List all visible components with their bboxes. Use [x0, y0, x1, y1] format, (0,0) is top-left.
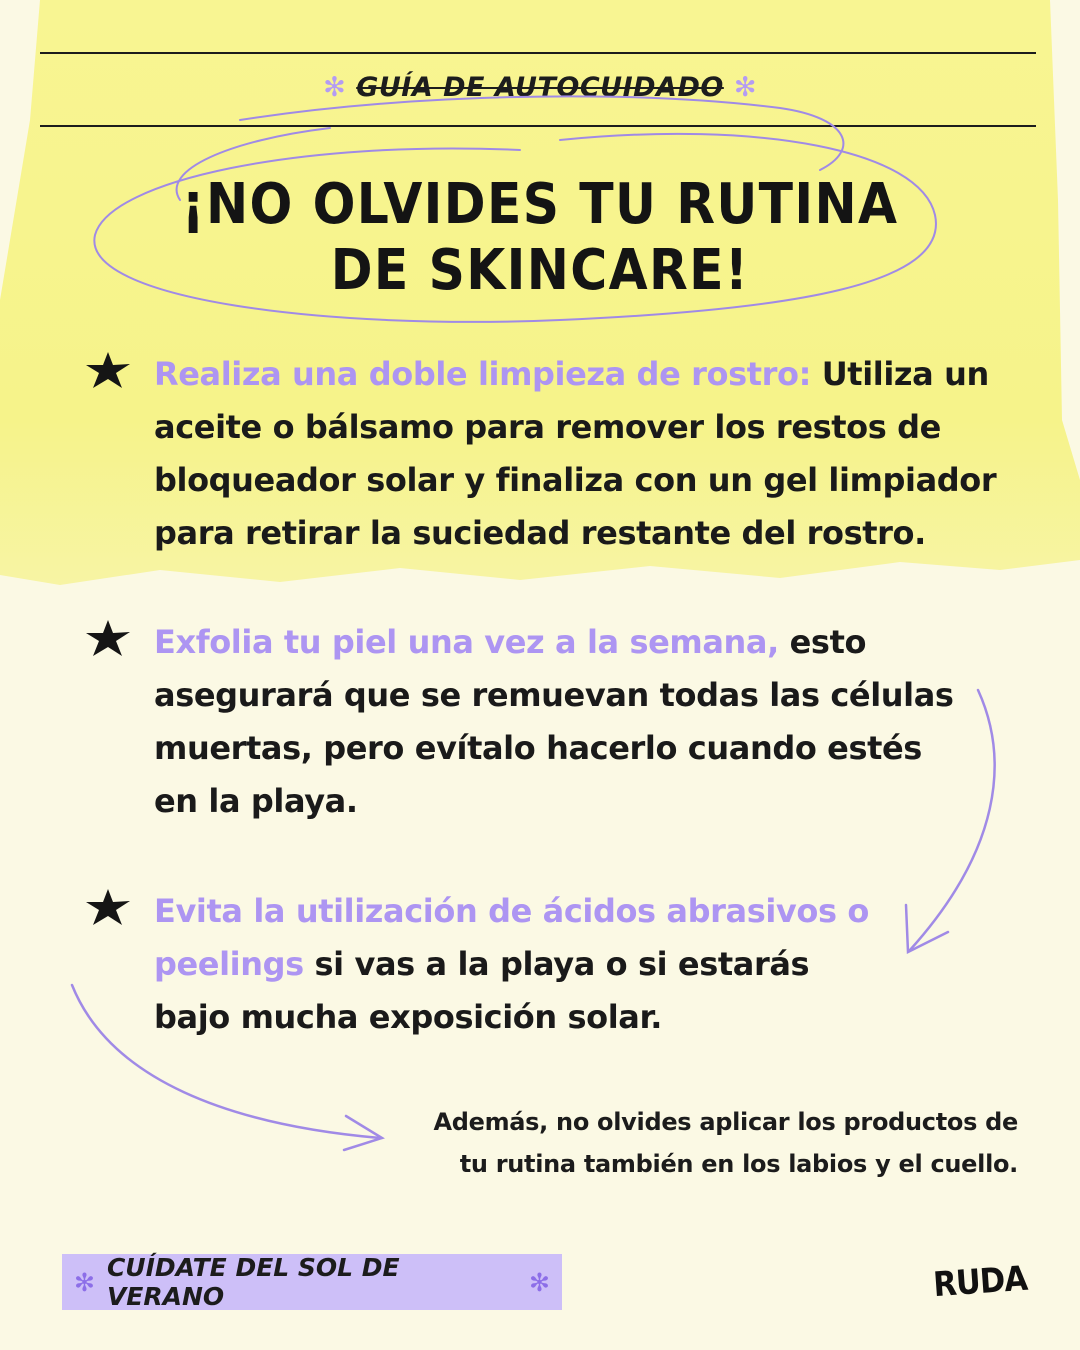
tip-text	[154, 616, 954, 828]
arrowhead	[344, 1116, 382, 1150]
tip-item	[84, 616, 1034, 828]
star-icon	[84, 618, 132, 658]
flower-icon: ✻	[323, 72, 347, 103]
top-rule-line	[40, 52, 1036, 54]
flower-icon: ✻	[529, 1267, 550, 1297]
brand-logo: RUDA	[931, 1258, 1029, 1306]
star-icon	[84, 887, 132, 927]
footer-tag	[62, 1254, 562, 1310]
tip-lead: Exfolia tu piel una vez a la semana,	[154, 623, 779, 661]
tip-lead: Evita la utilización de ácidos abrasivos o peelings	[154, 892, 869, 983]
footer-tag-label: CUÍDATE DEL SOL DE VERANO	[106, 1253, 400, 1311]
section-kicker	[0, 72, 1080, 103]
tip-text	[154, 885, 874, 1044]
star-icon	[84, 350, 132, 390]
closing-note	[398, 1101, 1018, 1185]
kicker-label: GUÍA DE AUTOCUIDADO	[356, 72, 724, 103]
tip-body: Utiliza un aceite o bálsamo para remover los restos de bloqueador solar y finaliza con un gel limpiador para retirar la suciedad restante del rostro.	[154, 355, 997, 552]
page-title	[54, 172, 1026, 304]
title-line-2: DE SKINCARE!	[330, 238, 750, 303]
tip-lead: Realiza una doble limpieza de rostro:	[154, 355, 811, 393]
tip-item	[84, 348, 1034, 560]
note-line-2: tu rutina también en los labios y el cuello.	[459, 1150, 1018, 1178]
tip-body: si vas a la playa o si estarás bajo mucha exposición solar.	[154, 945, 810, 1036]
tip-item	[84, 885, 1034, 1044]
note-line-1: Además, no olvides aplicar los productos de	[433, 1108, 1018, 1136]
title-line-1: ¡NO OLVIDES TU RUTINA	[181, 172, 899, 237]
second-rule-line	[40, 125, 1036, 127]
flower-icon: ✻	[74, 1267, 95, 1297]
tip-body: esto asegurará que se remuevan todas las células muertas, pero evítalo hacerlo cuando estés en la playa.	[154, 623, 954, 820]
flower-icon: ✻	[733, 72, 757, 103]
tip-text	[154, 348, 1034, 560]
